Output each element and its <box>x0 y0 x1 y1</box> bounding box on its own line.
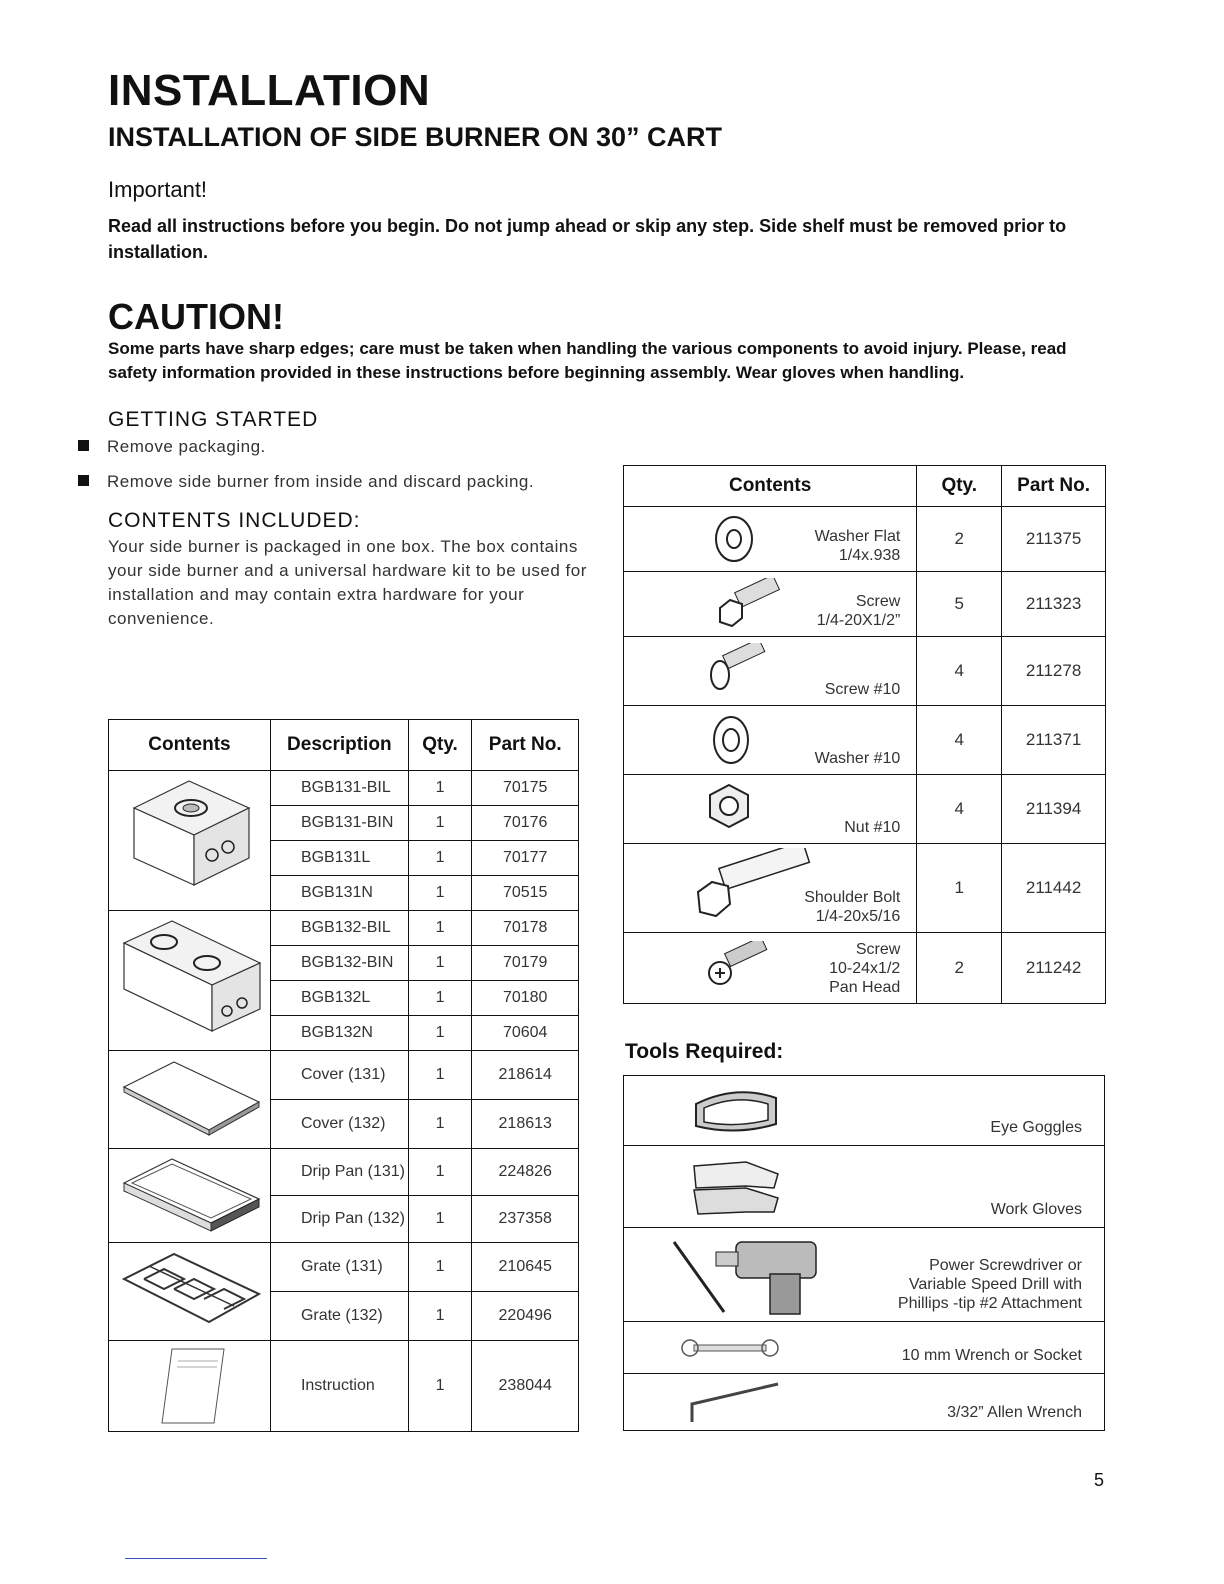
page-number: 5 <box>1094 1470 1105 1490</box>
col-header: Qty. <box>408 720 472 771</box>
col-header: Description <box>270 720 408 771</box>
table-row: Washer Flat 1/4x.938 2 211375 <box>624 507 1106 572</box>
col-header: Qty. <box>917 466 1002 507</box>
getting-started-heading: GETTING STARTED <box>108 408 319 431</box>
hardware-name: Washer Flat 1/4x.938 <box>814 528 901 564</box>
double-burner-image <box>109 911 271 1051</box>
grate-image <box>109 1243 271 1341</box>
screw-icon <box>716 578 786 630</box>
washer-icon <box>706 712 756 768</box>
hardware-name: Screw 10-24x1/2 Pan Head <box>829 941 901 996</box>
tool-name: 3/32” Allen Wrench <box>947 1404 1082 1421</box>
single-burner-image <box>109 771 271 911</box>
list-item: Remove side burner from inside and discard packing. <box>78 472 534 492</box>
table-row: Screw 10-24x1/2 Pan Head 2 211242 <box>624 933 1106 1004</box>
screw-icon <box>706 643 776 695</box>
bullet-icon <box>78 440 89 451</box>
hardware-name: Screw 1/4-20X1/2” <box>816 593 901 629</box>
nut-icon <box>704 781 754 831</box>
allen-wrench-icon <box>686 1378 786 1426</box>
drill-icon <box>666 1234 836 1318</box>
cover-image <box>109 1051 271 1149</box>
important-text: Read all instructions before you begin. Do not jump ahead or skip any step. Side shelf must be removed prior to installation. <box>108 216 1067 262</box>
table-row: Shoulder Bolt 1/4-20x5/16 1 211442 <box>624 844 1106 933</box>
tools-table <box>623 1075 1105 1431</box>
table-row <box>624 1228 1105 1322</box>
tool-name: Eye Goggles <box>990 1119 1082 1136</box>
tool-name: Power Screwdriver or Variable Speed Drill with Phillips -tip #2 Attachment <box>897 1257 1082 1312</box>
table-row <box>624 1322 1105 1374</box>
tool-name: 10 mm Wrench or Socket <box>901 1347 1082 1364</box>
gloves-icon <box>686 1154 786 1220</box>
drip-pan-image <box>109 1149 271 1243</box>
footer-divider <box>125 1558 267 1559</box>
page-title: INSTALLATION <box>108 66 431 115</box>
washer-icon <box>709 513 759 565</box>
instruction-manual-image <box>109 1341 271 1432</box>
hardware-name: Screw #10 <box>824 681 901 698</box>
wrench-icon <box>680 1336 780 1360</box>
contents-included-text: Your side burner is packaged in one box. The box contains your side burner and a universal hardware kit to be used for installation and may contain extra hardware for your convenience. <box>108 537 587 628</box>
page-subtitle: INSTALLATION OF SIDE BURNER ON 30” CART <box>108 122 723 152</box>
bullet-icon <box>78 475 89 486</box>
table-row: Nut #10 4 211394 <box>624 775 1106 844</box>
hardware-name: Shoulder Bolt 1/4-20x5/16 <box>804 889 901 925</box>
table-row: Washer #10 4 211371 <box>624 706 1106 775</box>
table-row <box>624 1146 1105 1228</box>
table-row: Screw 1/4-20X1/2” 5 211323 <box>624 572 1106 637</box>
caution-text: Some parts have sharp edges; care must be taken when handling the various components to avoid injury. Please, read safety information provided in these instructions before beginning assembly. Wear gloves when handling. <box>108 339 1067 382</box>
tools-heading: Tools Required: <box>625 1040 784 1063</box>
caution-heading: CAUTION! <box>108 296 284 337</box>
shoulder-bolt-icon <box>694 848 814 928</box>
col-header: Contents <box>109 720 271 771</box>
col-header: Contents <box>624 466 917 507</box>
table-row: Screw #10 4 211278 <box>624 637 1106 706</box>
tool-name: Work Gloves <box>990 1201 1082 1218</box>
goggles-icon <box>686 1084 786 1136</box>
hardware-table <box>623 465 1106 1004</box>
table-row <box>624 1374 1105 1431</box>
pan-head-screw-icon <box>706 941 776 993</box>
hardware-name: Washer #10 <box>814 750 901 767</box>
hardware-name: Nut #10 <box>844 819 901 836</box>
important-heading: Important! <box>108 177 208 202</box>
list-item: Remove packaging. <box>78 437 266 457</box>
col-header: Part No. <box>472 720 579 771</box>
col-header: Part No. <box>1002 466 1106 507</box>
table-row <box>624 1076 1105 1146</box>
contents-table: Contents Description Qty. Part No. BGB131-BIL 1 70175 BGB131-BIN 1 70176 BGB131L 1 70177 BGB131N 1 70515 BGB132-BIL 1 70178 BGB132-BIN 1 70179 BGB132L 1 70180 BGB132N 1 70604 Cover (131) 1 218614 Cover (132) 1 218613 Drip Pan (131) 1 224826 Drip Pan (132) 1 237358 Grate (131) 1 210645 Grate (132) 1 220496 Instruction 1 238044 <box>108 719 579 1432</box>
contents-included-heading: CONTENTS INCLUDED: <box>108 509 361 532</box>
